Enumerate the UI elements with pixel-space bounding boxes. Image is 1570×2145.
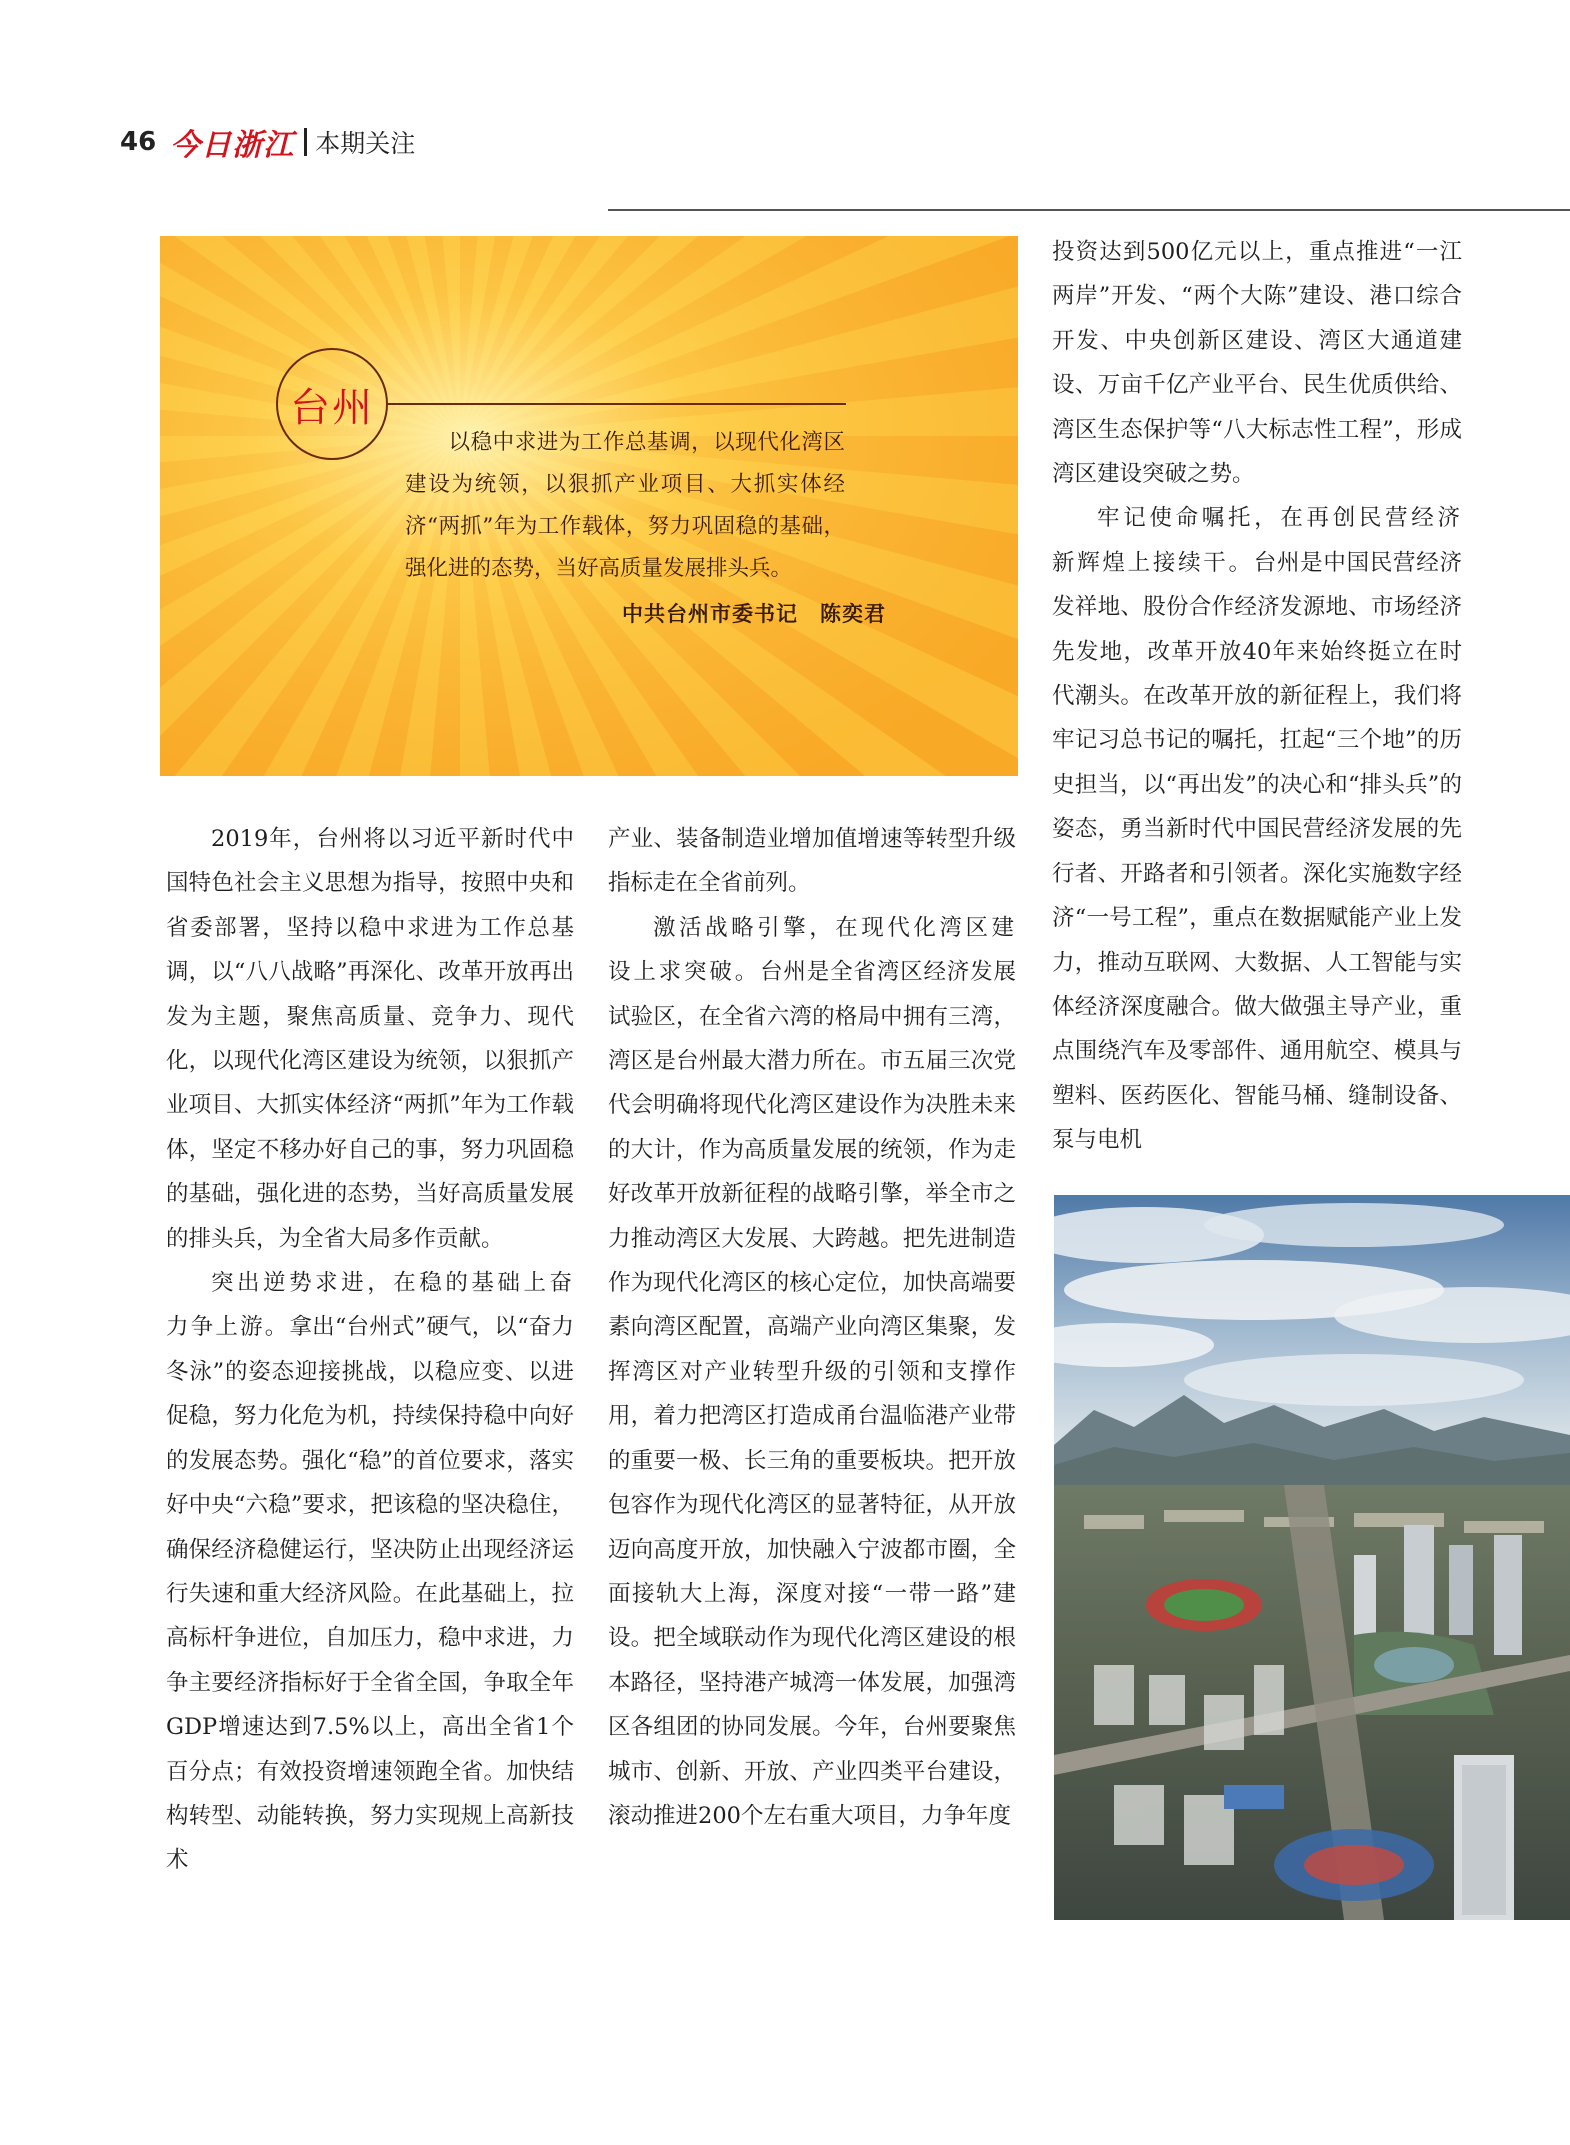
paragraph: [608, 906, 1016, 1839]
quote-rule: [388, 403, 846, 405]
paragraph-lead: 牢记使命嘱托，在再创民营经济新辉煌上接续干。: [1052, 505, 1462, 576]
article-column-3: [1052, 230, 1462, 1163]
paragraph-lead: 激活战略引擎，在现代化湾区建设上求突破。: [608, 914, 1016, 986]
article-column-2: [608, 817, 1016, 1838]
paragraph-body: 台州是中国民营经济发祥地、股份合作经济发源地、市场经济先发地，改革开放40年来始终挺立在时代潮头。在改革开放的新征程上，我们将牢记习总书记的嘱托，扛起“三个地”的历史担当，以“再出发”的决心和“排头兵”的姿态，勇当新时代中国民营经济发展的先行者、开路者和引领者。深化实施数字经济“一号工程”，重点在数据赋能产业上发力，推动互联网、大数据、人工智能与实体经济深度融合。做大做强主导产业，重点围绕汽车及零部件、通用航空、模具与塑料、医药医化、智能马桶、缝制设备、泵与电机: [1052, 549, 1462, 1154]
header-rule: [608, 209, 1570, 211]
article-column-1: [166, 817, 574, 1883]
paragraph: 2019年，台州将以习近平新时代中国特色社会主义思想为指导，按照中央和省委部署，坚持以稳中求进为工作总基调，以“八八战略”再深化、改革开放再出发为主题，聚焦高质量、竞争力、现代化，以现代化湾区建设为统领，以狠抓产业项目、大抓实体经济“两抓”年为工作载体，坚定不移办好自己的事，努力巩固稳的基础，强化进的态势，当好高质量发展的排头兵，为全省大局多作贡献。: [166, 826, 574, 1252]
city-name: 台州: [290, 384, 374, 431]
page-number: 46: [120, 127, 157, 157]
quote-body: 以稳中求进为工作总基调，以现代化湾区建设为统领，以狠抓产业项目、大抓实体经济“两抓”年为工作载体，努力巩固稳的基础，强化进的态势，当好高质量发展排头兵。: [405, 430, 845, 581]
paragraph-body: 台州是全省湾区经济发展试验区，在全省六湾的格局中拥有三湾，湾区是台州最大潜力所在。市五届三次党代会明确将现代化湾区建设作为决胜未来的大计，作为高质量发展的统领，作为走好改革开放新征程的战略引擎，举全市之力推动湾区大发展、大跨越。把先进制造作为现代化湾区的核心定位，加快高端要素向湾区配置，高端产业向湾区集聚，发挥湾区对产业转型升级的引领和支撑作用，着力把湾区打造成甬台温临港产业带的重要一极、长三角的重要板块。把开放包容作为现代化湾区的显著特征，从开放迈向高度开放，加快融入宁波都市圈，全面接轨大上海，深度对接“一带一路”建设。把全域联动作为现代化湾区建设的根本路径，坚持港产城湾一体发展，加强湾区各组团的协同发展。今年，台州要聚焦城市、创新、开放、产业四类平台建设，滚动推进200个左右重大项目，力争年度: [608, 959, 1016, 1829]
city-badge: [276, 348, 388, 460]
paragraph-lead: 突出逆势求进，在稳的基础上奋力争上游。: [166, 1270, 574, 1341]
paragraph: 投资达到500亿元以上，重点推进“一江两岸”开发、“两个大陈”建设、港口综合开发、中央创新区建设、湾区大通道建设、万亩千亿产业平台、民生优质供给、湾区生态保护等“八大标志性工程”，形成湾区建设突破之势。: [1052, 239, 1462, 488]
aerial-city-photo: [1054, 1195, 1570, 1920]
magazine-logo: 今日浙江: [170, 128, 295, 163]
quote-box: [160, 236, 1018, 776]
paragraph: [1052, 496, 1462, 1162]
header-divider: [304, 128, 307, 156]
section-title: 本期关注: [315, 129, 416, 158]
paragraph: 产业、装备制造业增加值增速等转型升级指标走在全省前列。: [608, 826, 1016, 897]
paragraph-body: 拿出“台州式”硬气，以“奋力冬泳”的姿态迎接挑战，以稳应变、以进促稳，努力化危为机，持续保持稳中向好的发展态势。强化“稳”的首位要求，落实好中央“六稳”要求，把该稳的坚决稳住，确保经济稳健运行，坚决防止出现经济运行失速和重大经济风险。在此基础上，拉高标杆争进位，自加压力，稳中求进，力争主要经济指标好于全省全国，争取全年GDP增速达到7.5%以上，高出全省1个百分点；有效投资增速领跑全省。加快结构转型、动能转换，努力实现规上高新技术: [166, 1314, 574, 1874]
page-header: [120, 122, 415, 162]
quote-signature: 中共台州市委书记 陈奕君: [622, 602, 886, 626]
paragraph: [166, 1261, 574, 1883]
quote-text: [405, 422, 845, 590]
city-photo-illustration: [1054, 1195, 1570, 1920]
